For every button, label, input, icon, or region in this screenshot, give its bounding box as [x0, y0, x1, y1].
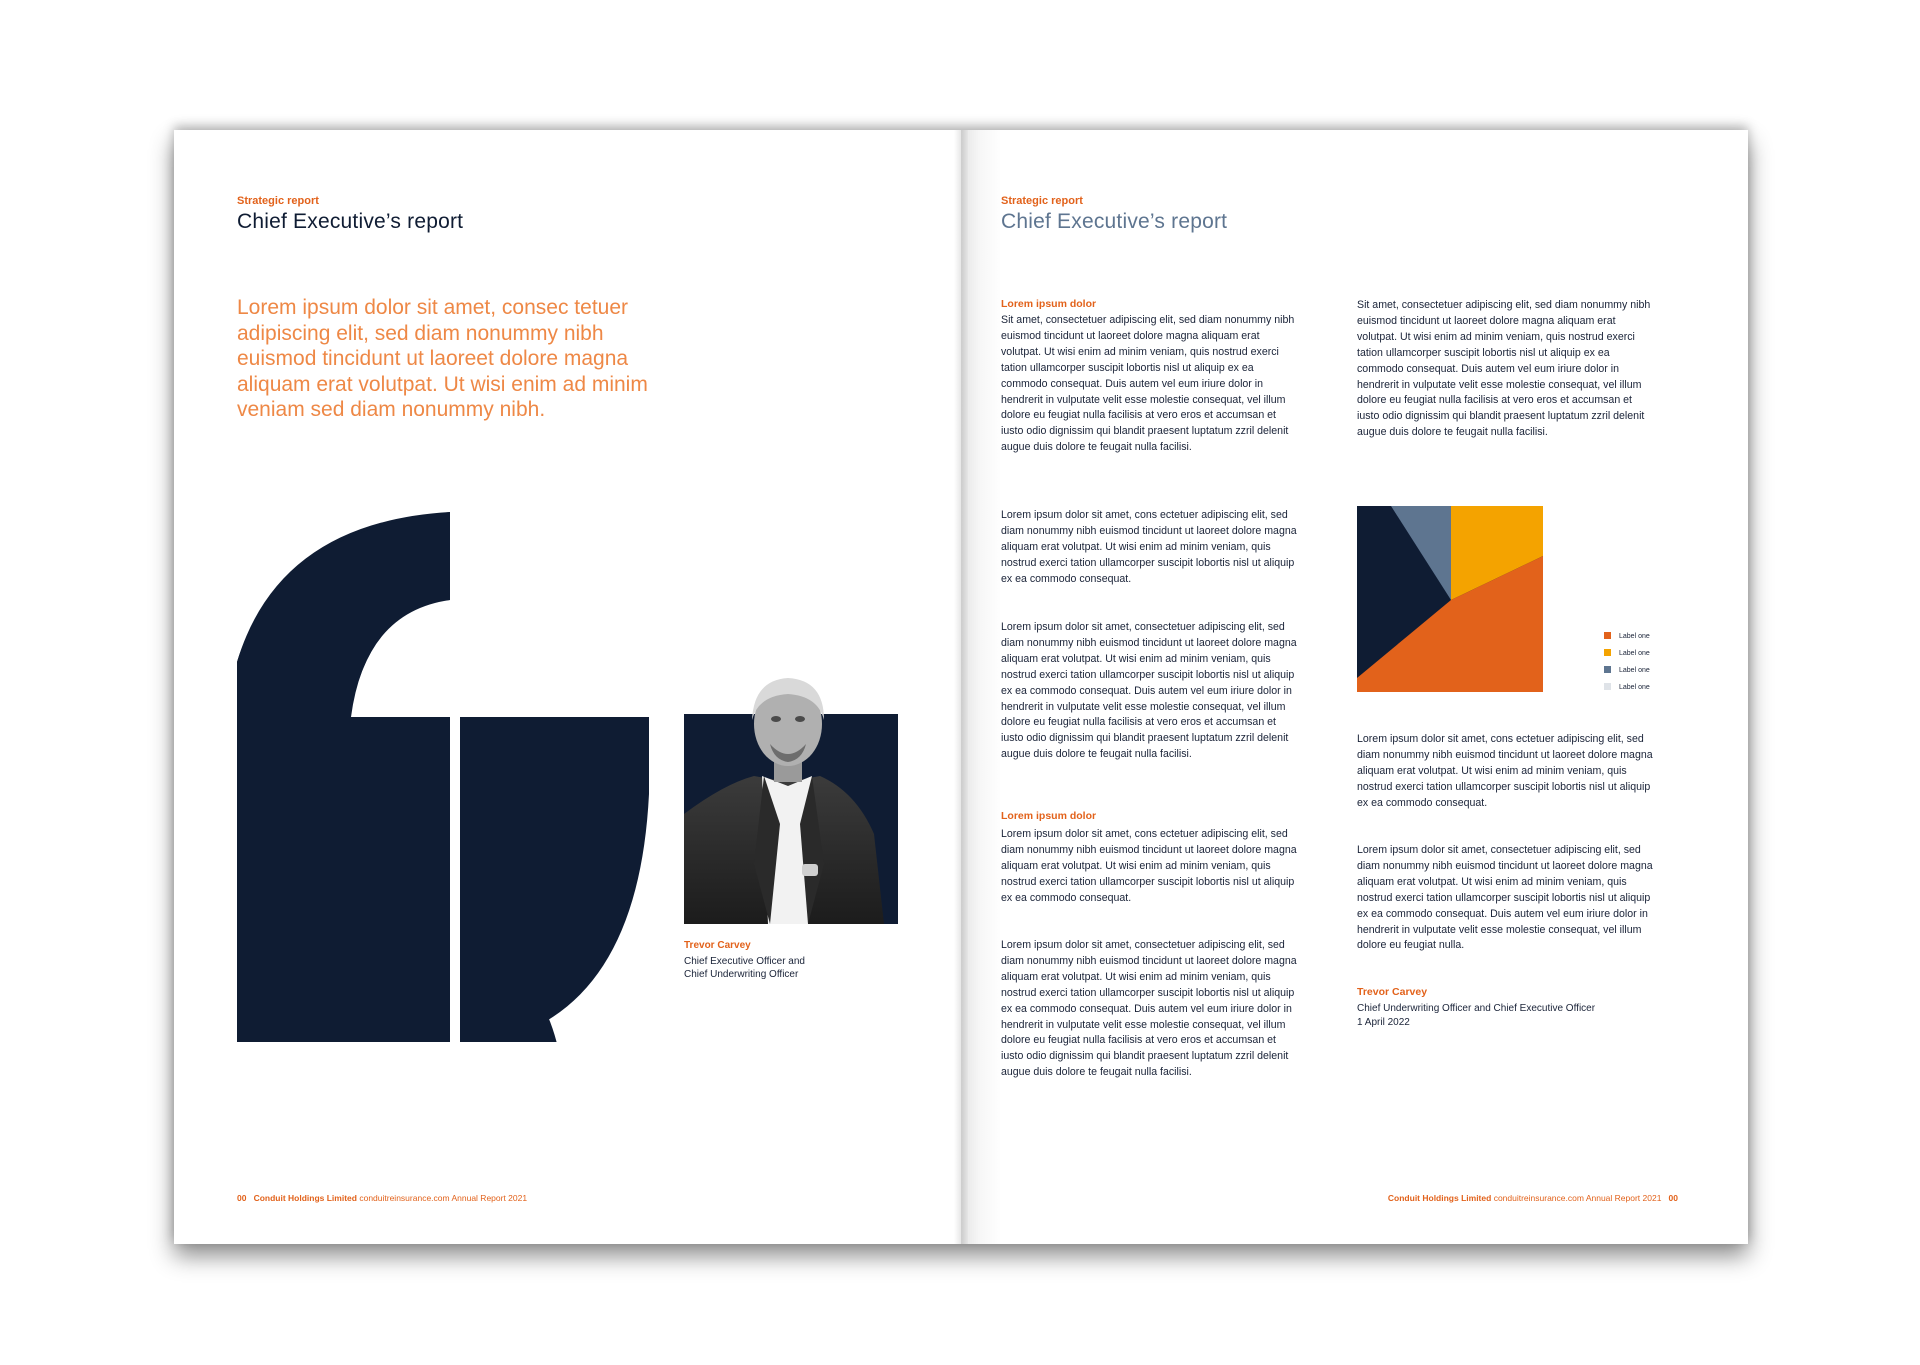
legend-item-2: [1604, 649, 1650, 657]
legend-label: Label one: [1619, 650, 1650, 657]
quote-glyph-right: [460, 717, 649, 1042]
signoff-role: Chief Underwriting Officer and Chief Executive Officer: [1357, 1003, 1596, 1014]
column-1-paragraph-3: Lorem ipsum dolor sit amet, consectetuer adipiscing elit, sed diam nonummy nibh euismod tincidunt ut laoreet dolore magna aliquam erat volutpat. Ut wisi enim ad minim veniam, quis nostrud exerci tation ullamcorper suscipit lobortis nisl ut aliquip ex ea commodo consequat. Duis autem vel eum iriure dolor in hendrerit in vulputate velit esse molestie consequat, vel illum dolore eu feugiat nulla facilisis at vero eros et accumsan et iusto odio dignissim qui blandit praesent luptatum zzril delenit augue duis dolore te feugait nulla facilisi.: [1001, 621, 1297, 761]
footer-site: conduitreinsurance.com Annual Report 2021: [1493, 1193, 1662, 1203]
footer-company: Conduit Holdings Limited: [1387, 1193, 1492, 1203]
left-footer: [237, 1193, 527, 1203]
column-1-paragraph-4: Lorem ipsum dolor sit amet, cons ectetuer adipiscing elit, sed diam nonummy nibh euismod tincidunt ut laoreet dolore magna aliquam erat volutpat. Ut wisi enim ad minim veniam, quis nostrud exerci tation ullamcorper suscipit lobortis nisl ut aliquip ex ea commodo consequat.: [1001, 828, 1297, 904]
signoff-date: 1 April 2022: [1357, 1017, 1410, 1028]
legend-swatch: [1604, 683, 1611, 690]
right-page: [961, 130, 1748, 1244]
column-1-heading-1: Lorem ipsum dolor: [1001, 298, 1097, 310]
legend-item-4: [1604, 683, 1650, 691]
footer-site: conduitreinsurance.com Annual Report 2021: [359, 1193, 528, 1203]
portrait-caption-role-2: Chief Underwriting Officer: [684, 969, 799, 980]
quote-glyph-left-body: [237, 512, 450, 1042]
quote-mark-graphic: [237, 512, 757, 1042]
lead-paragraph: Lorem ipsum dolor sit amet, consec tetuer adipiscing elit, sed diam nonummy nibh euismod tincidunt ut laoreet dolore magna aliquam erat volutpat. Ut wisi enim ad minim veniam sed diam nonummy nibh.: [237, 296, 648, 421]
legend-label: Label one: [1619, 684, 1650, 691]
column-2-paragraph-3: Lorem ipsum dolor sit amet, consectetuer adipiscing elit, sed diam nonummy nibh euismod tincidunt ut laoreet dolore magna aliquam erat volutpat. Ut wisi enim ad minim veniam, quis nostrud exerci tation ullamcorper suscipit lobortis nisl ut aliquip ex ea commodo consequat. Duis autem vel eum iriure dolor in hendrerit in vulputate velit esse molestie consequat, vel illum dolore eu feugiat nulla.: [1357, 844, 1653, 952]
report-spread: [174, 130, 1748, 1244]
section-label: Strategic report: [237, 195, 319, 207]
legend-swatch: [1604, 632, 1611, 639]
portrait-caption-role-1: Chief Executive Officer and: [684, 956, 805, 967]
legend-swatch: [1604, 666, 1611, 673]
page-number: 00: [237, 1193, 247, 1203]
column-1-heading-2: Lorem ipsum dolor: [1001, 810, 1097, 822]
footer-company: Conduit Holdings Limited: [253, 1193, 357, 1203]
right-footer: [1388, 1193, 1678, 1203]
spine-shadow: [954, 130, 968, 1244]
portrait-image: [684, 664, 898, 924]
page-title: Chief Executive’s report: [237, 210, 464, 233]
legend-item-1: [1604, 632, 1650, 640]
left-page: [174, 130, 961, 1244]
section-label: Strategic report: [1001, 195, 1083, 207]
page-title: Chief Executive’s report: [1001, 210, 1228, 233]
column-1-paragraph-1: Sit amet, consectetuer adipiscing elit, sed diam nonummy nibh euismod tincidunt ut laoreet dolore magna aliquam erat volutpat. Ut wisi enim ad minim veniam, quis nostrud exerci tation ullamcorper suscipit lobortis nisl ut aliquip ex ea commodo consequat. Duis autem vel eum iriure dolor in hendrerit in vulputate velit esse molestie consequat, vel illum dolore eu feugiat nulla facilisis at vero eros et accumsan et iusto odio dignissim qui blandit praesent luptatum zzril delenit augue duis dolore te feugait nulla facilisi.: [1001, 314, 1295, 454]
column-1-paragraph-5: Lorem ipsum dolor sit amet, consectetuer adipiscing elit, sed diam nonummy nibh euismod tincidunt ut laoreet dolore magna aliquam erat volutpat. Ut wisi enim ad minim veniam, quis nostrud exerci tation ullamcorper suscipit lobortis nisl ut aliquip ex ea commodo consequat. Duis autem vel eum iriure dolor in hendrerit in vulputate velit esse molestie consequat, vel illum dolore eu feugiat nulla facilisis at vero eros et accumsan et iusto odio dignissim qui blandit praesent luptatum zzril delenit augue duis dolore te feugait nulla facilisi.: [1001, 939, 1297, 1079]
legend-item-3: [1604, 666, 1650, 674]
legend-label: Label one: [1619, 633, 1650, 640]
column-2-paragraph-1: Sit amet, consectetuer adipiscing elit, sed diam nonummy nibh euismod tincidunt ut laoreet dolore magna aliquam erat volutpat. Ut wisi enim ad minim veniam, quis nostrud exerci tation ullamcorper suscipit lobortis nisl ut aliquip ex ea commodo consequat. Duis autem vel eum iriure dolor in hendrerit in vulputate velit esse molestie consequat, vel illum dolore eu feugiat nulla facilisis at vero eros et accumsan et iusto odio dignissim qui blandit praesent luptatum zzril delenit augue duis dolore te feugait nulla facilisi.: [1357, 299, 1651, 439]
legend-label: Label one: [1619, 667, 1650, 674]
area-chart-graphic: [1357, 506, 1543, 692]
legend-swatch: [1604, 649, 1611, 656]
signoff-name: Trevor Carvey: [1357, 986, 1428, 998]
column-2-paragraph-2: Lorem ipsum dolor sit amet, cons ectetuer adipiscing elit, sed diam nonummy nibh euismod tincidunt ut laoreet dolore magna aliquam erat volutpat. Ut wisi enim ad minim veniam, quis nostrud exerci tation ullamcorper suscipit lobortis nisl ut aliquip ex ea commodo consequat.: [1357, 733, 1653, 809]
portrait-caption-name: Trevor Carvey: [684, 940, 751, 951]
page-number: 00: [1668, 1193, 1678, 1203]
column-1-paragraph-2: Lorem ipsum dolor sit amet, cons ectetuer adipiscing elit, sed diam nonummy nibh euismod tincidunt ut laoreet dolore magna aliquam erat volutpat. Ut wisi enim ad minim veniam, quis nostrud exerci tation ullamcorper suscipit lobortis nisl ut aliquip ex ea commodo consequat.: [1001, 509, 1297, 585]
